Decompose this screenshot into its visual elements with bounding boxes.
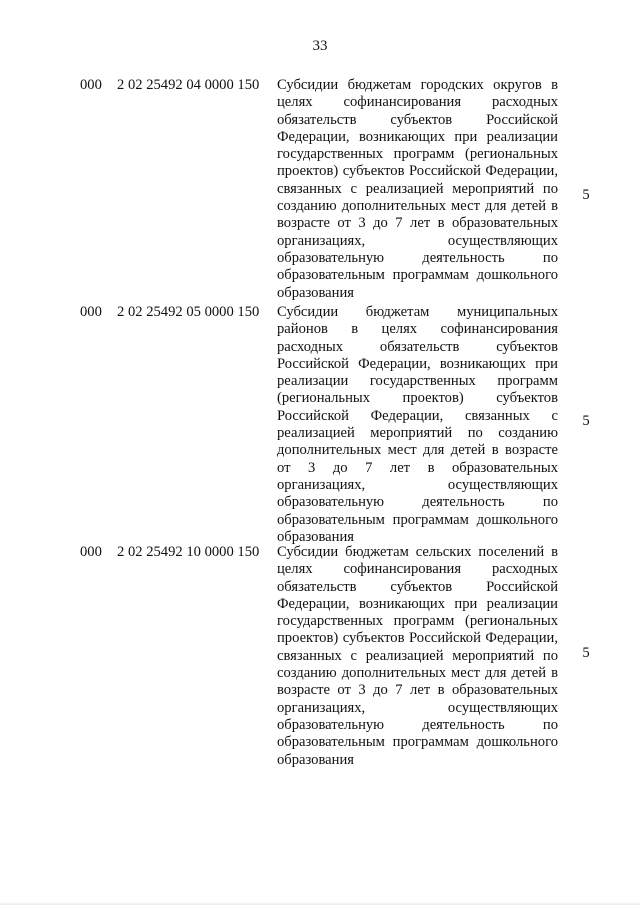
kbk-code: 2 02 25492 10 0000 150 bbox=[117, 544, 260, 560]
admin-code: 000 bbox=[80, 304, 102, 320]
page-number: 33 bbox=[312, 38, 328, 54]
admin-code: 000 bbox=[80, 77, 102, 93]
admin-code: 000 bbox=[80, 544, 102, 560]
revenue-description: Субсидии бюджетам муниципальных районов в целях софинансирования расходных обязательств субъектов Российской Федерации, возникающих при реализации государственных программ (региональных проектов) субъектов Российской Федерации, связанных с реализацией мероприятий по созданию дополнительных мест для детей в возрасте от 3 до 7 лет в образовательных организациях, осуществляющих образовательную деятельность по образовательным программам дошкольного образования bbox=[277, 304, 558, 545]
kbk-code: 2 02 25492 05 0000 150 bbox=[117, 304, 260, 320]
kbk-code: 2 02 25492 04 0000 150 bbox=[117, 77, 260, 93]
revenue-description: Субсидии бюджетам городских округов в целях софинансирования расходных обязательств субъектов Российской Федерации, возникающих при реализации государственных программ (региональных проектов) субъектов Российской Федерации, связанных с реализацией мероприятий по созданию дополнительных мест для детей в возрасте от 3 до 7 лет в образовательных организациях, осуществляющих образовательную деятельность по образовательным программам дошкольного образования bbox=[277, 77, 558, 301]
amount-value: 5 bbox=[582, 645, 590, 661]
revenue-description: Субсидии бюджетам сельских поселений в целях софинансирования расходных обязательств субъектов Российской Федерации, возникающих при реализации государственных программ (региональных проектов) субъектов Российской Федерации, связанных с реализацией мероприятий по созданию дополнительных мест для детей в возрасте от 3 до 7 лет в образовательных организациях, осуществляющих образовательную деятельность по образовательным программам дошкольного образования bbox=[277, 544, 558, 768]
amount-value: 5 bbox=[582, 187, 590, 203]
amount-value: 5 bbox=[582, 413, 590, 429]
